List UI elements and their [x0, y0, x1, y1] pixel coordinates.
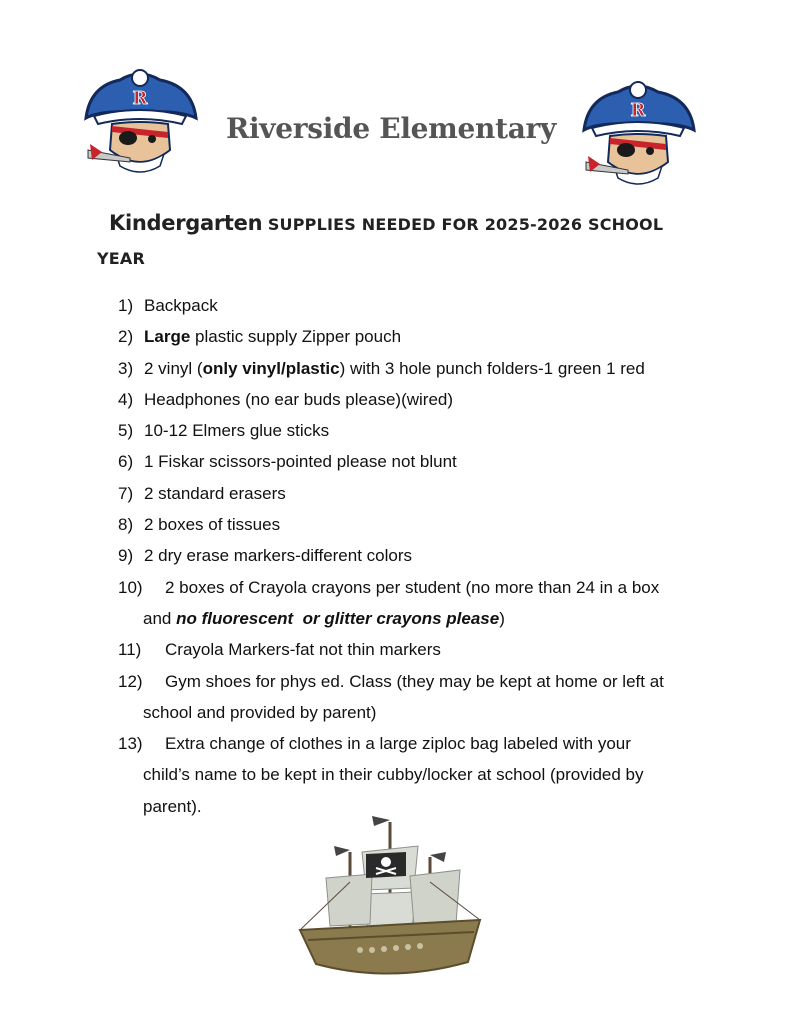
item-number: 1)	[118, 296, 134, 315]
item-text: Headphones (no ear buds please)(wired)	[144, 389, 454, 409]
item-continuation: parent).	[143, 796, 202, 816]
item-text: Backpack	[144, 296, 218, 315]
item-number: 13)	[118, 734, 143, 754]
item-text	[144, 353, 645, 384]
item-number: 10)	[118, 577, 143, 597]
item-continuation: child’s name to be kept in their cubby/locker at school (provided by	[143, 765, 644, 785]
item-bold-text: Large	[144, 327, 191, 347]
list-item	[118, 321, 718, 352]
item-text: Crayola Markers-fat not thin markers	[165, 640, 441, 660]
list-item	[118, 509, 718, 540]
list-item	[118, 540, 718, 571]
item-bold-text: only vinyl/plastic	[202, 358, 340, 378]
item-number: 2)	[118, 327, 134, 347]
pirate-mascot-icon	[578, 78, 698, 188]
item-number: 8)	[118, 515, 134, 535]
item-continuation	[118, 603, 718, 634]
item-pre-text: and	[143, 608, 177, 628]
item-number: 7)	[118, 483, 134, 503]
list-item	[118, 572, 718, 635]
item-post-text: )	[499, 608, 505, 628]
heading-line-2: YEAR	[97, 249, 146, 268]
item-number: 11)	[118, 640, 142, 660]
list-item	[118, 384, 718, 415]
heading-text: SUPPLIES NEEDED FOR 2025-2026 SCHOOL	[267, 215, 664, 234]
grade-label: Kindergarten	[109, 211, 263, 235]
item-number: 12)	[118, 671, 143, 691]
list-item	[118, 446, 718, 477]
logo-letter: R	[132, 88, 148, 109]
item-text: 2 standard erasers	[144, 483, 286, 503]
item-text	[144, 321, 401, 352]
pirate-mascot-icon	[80, 66, 200, 176]
list-item	[118, 290, 718, 321]
list-item	[118, 634, 718, 665]
list-item	[118, 666, 718, 729]
list-item	[118, 478, 718, 509]
item-post-text: ) with 3 hole punch folders-1 green 1 red	[339, 358, 645, 378]
item-text: Gym shoes for phys ed. Class (they may be kept at home or left at	[165, 671, 664, 691]
heading-line-1	[97, 206, 697, 242]
item-text: Extra change of clothes in a large ziploc bag labeled with your	[165, 734, 631, 754]
pirate-ship-icon	[290, 812, 490, 992]
supply-list	[118, 290, 718, 822]
item-text: 2 dry erase markers-different colors	[144, 546, 413, 566]
logo-letter: R	[630, 100, 646, 121]
school-name: Riverside Elementary	[226, 112, 556, 145]
list-item	[118, 415, 718, 446]
supplies-heading	[97, 206, 697, 276]
item-text: 2 boxes of Crayola crayons per student (no more than 24 in a box	[165, 577, 660, 597]
item-number: 3)	[118, 358, 134, 378]
item-pre-text: 2 vinyl (	[144, 358, 203, 378]
item-text: 10-12 Elmers glue sticks	[144, 421, 330, 441]
list-item	[118, 728, 718, 822]
item-text: 2 boxes of tissues	[144, 515, 281, 535]
item-number: 4)	[118, 389, 134, 409]
item-bold-italic-text: no fluorescent or glitter crayons please	[176, 608, 500, 628]
list-item	[118, 353, 718, 384]
item-number: 6)	[118, 452, 134, 472]
item-continuation: school and provided by parent)	[143, 702, 377, 722]
item-text: 1 Fiskar scissors-pointed please not blunt	[144, 452, 457, 472]
item-number: 5)	[118, 421, 134, 441]
item-number: 9)	[118, 546, 134, 566]
item-rest-text: plastic supply Zipper pouch	[190, 327, 402, 347]
